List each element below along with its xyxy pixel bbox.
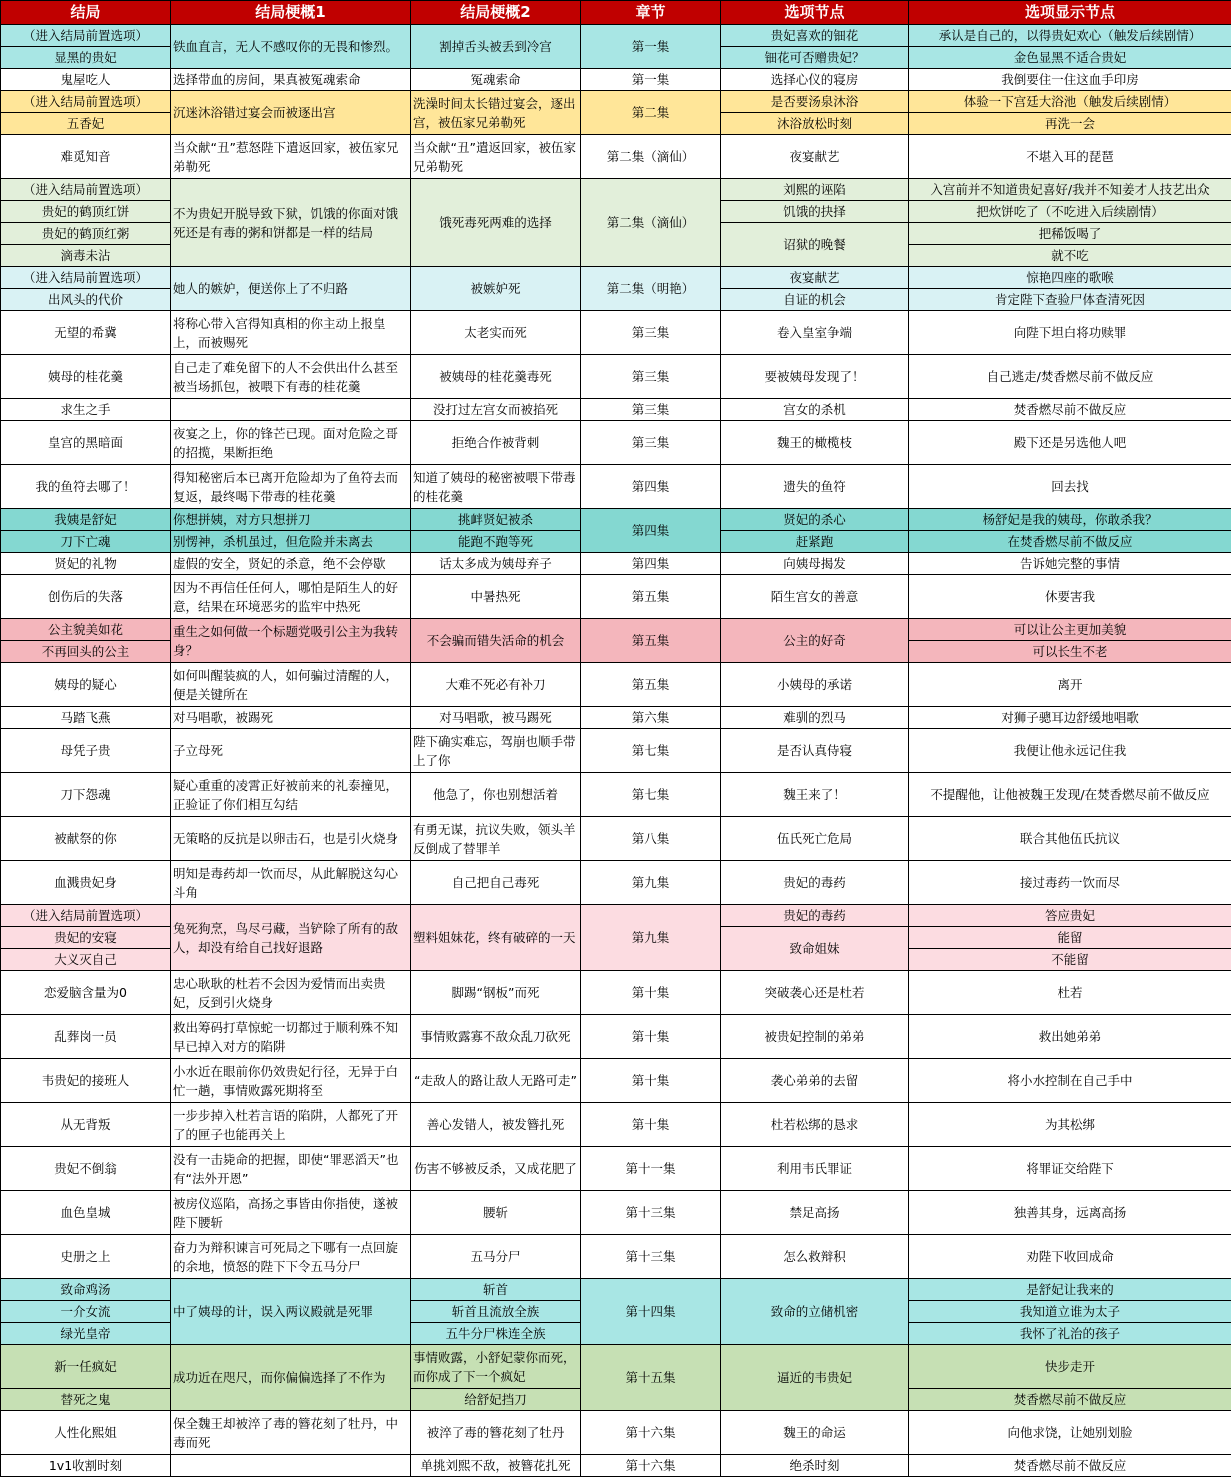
option-display-cell: 对狮子骢耳边舒缓地唱歌 xyxy=(909,707,1231,729)
ending-cell: 1v1收割时刻 xyxy=(1,1455,171,1477)
option-node-cell: 公主的好奇 xyxy=(721,619,909,663)
summary1-cell: 铁血直言，无人不感叹你的无畏和惨烈。 xyxy=(171,25,411,69)
option-display-cell: 快步走开 xyxy=(909,1345,1231,1389)
summary2-cell: 塑料姐妹花，终有破碎的一天 xyxy=(411,905,581,971)
ending-cell: （进入结局前置选项） xyxy=(1,179,171,201)
table-row xyxy=(1,1279,1231,1301)
ending-cell: 我姨是舒妃 xyxy=(1,509,171,531)
summary1-cell: 小水近在眼前你仍效贵妃行径，无异于白忙一趟，事情败露死期将至 xyxy=(171,1059,411,1103)
ending-cell: 史册之上 xyxy=(1,1235,171,1279)
ending-cell: 恋爱脑含量为0 xyxy=(1,971,171,1015)
option-node-cell: 禁足高扬 xyxy=(721,1191,909,1235)
option-node-cell: 怎么救辩积 xyxy=(721,1235,909,1279)
summary1-cell: 成功近在咫尺，而你偏偏选择了不作为 xyxy=(171,1345,411,1411)
summary2-cell: 知道了姨母的秘密被喂下带毒的桂花羹 xyxy=(411,465,581,509)
summary2-cell: 被姨母的桂花羹毒死 xyxy=(411,355,581,399)
option-node-cell: 贵妃的毒药 xyxy=(721,905,909,927)
table-row xyxy=(1,465,1231,509)
summary2-cell: 陛下确实难忘，驾崩也顺手带上了你 xyxy=(411,729,581,773)
ending-cell: （进入结局前置选项） xyxy=(1,267,171,289)
option-node-cell: 贵妃喜欢的钿花 xyxy=(721,25,909,47)
option-node-cell: 被贵妃控制的弟弟 xyxy=(721,1015,909,1059)
option-display-cell: 杨舒妃是我的姨母，你敢杀我？ xyxy=(909,509,1231,531)
summary1-cell: 疑心重重的凌霄正好被前来的礼泰撞见，正验证了你们相互勾结 xyxy=(171,773,411,817)
chapter-cell: 第五集 xyxy=(581,575,721,619)
ending-cell: 求生之手 xyxy=(1,399,171,421)
table-row xyxy=(1,553,1231,575)
summary1-cell: 无策略的反抗是以卵击石，也是引火烧身 xyxy=(171,817,411,861)
summary2-cell: 他急了，你也别想活着 xyxy=(411,773,581,817)
summary1-cell: 兔死狗烹，鸟尽弓藏，当铲除了所有的敌人，却没有给自己找好退路 xyxy=(171,905,411,971)
table-row xyxy=(1,773,1231,817)
chapter-cell: 第十集 xyxy=(581,1059,721,1103)
option-display-cell: 肯定陛下查验尸体查清死因 xyxy=(909,289,1231,311)
chapter-cell: 第十五集 xyxy=(581,1345,721,1411)
summary1-cell: 明知是毒药却一饮而尽，从此解脱这勾心斗角 xyxy=(171,861,411,905)
summary2-cell: 有勇无谋，抗议失败，领头羊反倒成了替罪羊 xyxy=(411,817,581,861)
table-row xyxy=(1,905,1231,927)
option-display-cell: 我便让他永远记住我 xyxy=(909,729,1231,773)
ending-cell: 鬼屋吃人 xyxy=(1,69,171,91)
table-row xyxy=(1,399,1231,421)
ending-cell: 滴毒未沾 xyxy=(1,245,171,267)
option-node-cell: 刘熙的诬陷 xyxy=(721,179,909,201)
option-display-cell: 不能留 xyxy=(909,949,1231,971)
chapter-cell: 第十四集 xyxy=(581,1279,721,1345)
summary2-cell: 斩首且流放全族 xyxy=(411,1301,581,1323)
ending-cell: （进入结局前置选项） xyxy=(1,91,171,113)
option-node-cell: 钿花可否赠贵妃？ xyxy=(721,47,909,69)
summary2-cell: 太老实而死 xyxy=(411,311,581,355)
chapter-cell: 第二集（明艳） xyxy=(581,267,721,311)
option-display-cell: 可以长生不老 xyxy=(909,641,1231,663)
chapter-cell: 第十三集 xyxy=(581,1235,721,1279)
table-row xyxy=(1,135,1231,179)
option-display-cell: 告诉她完整的事情 xyxy=(909,553,1231,575)
chapter-cell: 第四集 xyxy=(581,553,721,575)
table-row xyxy=(1,1411,1231,1455)
option-node-cell: 难驯的烈马 xyxy=(721,707,909,729)
option-display-cell: 不提醒他，让他被魏王发现/在焚香燃尽前不做反应 xyxy=(909,773,1231,817)
option-display-cell: 我知道立谁为太子 xyxy=(909,1301,1231,1323)
option-display-cell: 把稀饭喝了 xyxy=(909,223,1231,245)
option-display-cell: 再洗一会 xyxy=(909,113,1231,135)
option-display-cell: 我怀了礼治的孩子 xyxy=(909,1323,1231,1345)
ending-cell: 难觅知音 xyxy=(1,135,171,179)
option-display-cell: 焚香燃尽前不做反应 xyxy=(909,1389,1231,1411)
summary1-cell: 不为贵妃开脱导致下狱，饥饿的你面对饿死还是有毒的粥和饼都是一样的结局 xyxy=(171,179,411,267)
summary2-cell: 被淬了毒的簪花刻了牡丹 xyxy=(411,1411,581,1455)
option-node-cell: 致命的立储机密 xyxy=(721,1279,909,1345)
summary1-cell: 中了姨母的计，误入两议殿就是死罪 xyxy=(171,1279,411,1345)
summary1-cell: 她人的嫉妒，便送你上了不归路 xyxy=(171,267,411,311)
option-node-cell: 袭心弟弟的去留 xyxy=(721,1059,909,1103)
option-node-cell: 突破袭心还是杜若 xyxy=(721,971,909,1015)
option-display-cell: 向他求饶，让她别划脸 xyxy=(909,1411,1231,1455)
ending-cell: 贤妃的礼物 xyxy=(1,553,171,575)
option-display-cell: 入宫前并不知道贵妃喜好/我并不知姜才人技艺出众 xyxy=(909,179,1231,201)
summary1-cell: 救出筹码打草惊蛇一切都过于顺利殊不知早已掉入对方的陷阱 xyxy=(171,1015,411,1059)
option-node-cell: 绝杀时刻 xyxy=(721,1455,909,1477)
table-row xyxy=(1,619,1231,641)
ending-cell: 贵妃的安寝 xyxy=(1,927,171,949)
option-display-cell: 接过毒药一饮而尽 xyxy=(909,861,1231,905)
option-display-cell: 承认是自己的，以得贵妃欢心（触发后续剧情） xyxy=(909,25,1231,47)
ending-cell: 人性化熙姐 xyxy=(1,1411,171,1455)
table-row xyxy=(1,355,1231,399)
summary1-cell: 自己走了难免留下的人不会供出什么甚至被当场抓包，被喂下有毒的桂花羹 xyxy=(171,355,411,399)
table-row xyxy=(1,1235,1231,1279)
chapter-cell: 第九集 xyxy=(581,905,721,971)
table-row xyxy=(1,1191,1231,1235)
option-display-cell: 将小水控制在自己手中 xyxy=(909,1059,1231,1103)
option-node-cell: 陌生宫女的善意 xyxy=(721,575,909,619)
option-display-cell: 劝陛下收回成命 xyxy=(909,1235,1231,1279)
summary2-cell: 给舒妃挡刀 xyxy=(411,1389,581,1411)
summary2-cell: 当众献“丑”遣返回家，被伍家兄弟勒死 xyxy=(411,135,581,179)
option-node-cell: 利用韦氏罪证 xyxy=(721,1147,909,1191)
summary2-cell: 事情败露，小舒妃蒙你而死，而你成了下一个疯妃 xyxy=(411,1345,581,1389)
summary2-cell: 五牛分尸株连全族 xyxy=(411,1323,581,1345)
summary2-cell: 斩首 xyxy=(411,1279,581,1301)
option-display-cell: 惊艳四座的歌喉 xyxy=(909,267,1231,289)
ending-cell: （进入结局前置选项） xyxy=(1,905,171,927)
ending-cell: （进入结局前置选项） xyxy=(1,25,171,47)
summary1-cell: 将称心带入宫得知真相的你主动上报皇上，而被赐死 xyxy=(171,311,411,355)
table-row xyxy=(1,91,1231,113)
option-display-cell: 为其松绑 xyxy=(909,1103,1231,1147)
option-display-cell: 能留 xyxy=(909,927,1231,949)
ending-cell: 无望的希冀 xyxy=(1,311,171,355)
option-display-cell: 焚香燃尽前不做反应 xyxy=(909,1455,1231,1477)
summary1-cell: 虚假的安全，贤妃的杀意，绝不会停歇 xyxy=(171,553,411,575)
option-display-cell: 不堪入耳的琵琶 xyxy=(909,135,1231,179)
chapter-cell: 第六集 xyxy=(581,707,721,729)
option-display-cell: 焚香燃尽前不做反应 xyxy=(909,399,1231,421)
summary1-cell: 因为不再信任任何人，哪怕是陌生人的好意，结果在环境恶劣的监牢中热死 xyxy=(171,575,411,619)
summary1-cell: 子立母死 xyxy=(171,729,411,773)
header-summary-1: 结局梗概1 xyxy=(171,1,411,25)
ending-cell: 出风头的代价 xyxy=(1,289,171,311)
table-row xyxy=(1,311,1231,355)
ending-cell: 创伤后的失落 xyxy=(1,575,171,619)
ending-cell: 被献祭的你 xyxy=(1,817,171,861)
ending-cell: 血色皇城 xyxy=(1,1191,171,1235)
option-node-cell: 小姨母的承诺 xyxy=(721,663,909,707)
option-display-cell: 把炊饼吃了（不吃进入后续剧情） xyxy=(909,201,1231,223)
table-row xyxy=(1,663,1231,707)
chapter-cell: 第二集（滴仙） xyxy=(581,135,721,179)
table-row xyxy=(1,1147,1231,1191)
option-display-cell: 休要害我 xyxy=(909,575,1231,619)
table-row xyxy=(1,817,1231,861)
chapter-cell: 第二集 xyxy=(581,91,721,135)
summary2-cell: 对马唱歌，被马踢死 xyxy=(411,707,581,729)
summary2-cell: 冤魂索命 xyxy=(411,69,581,91)
option-node-cell: 自证的机会 xyxy=(721,289,909,311)
summary2-cell: 五马分尸 xyxy=(411,1235,581,1279)
ending-cell: 刀下亡魂 xyxy=(1,531,171,553)
option-display-cell: 我倒要住一住这血手印房 xyxy=(909,69,1231,91)
option-display-cell: 体验一下宫廷大浴池（触发后续剧情） xyxy=(909,91,1231,113)
summary1-cell: 忠心耿耿的杜若不会因为爱情而出卖贵妃，反到引火烧身 xyxy=(171,971,411,1015)
summary2-cell: “走敌人的路让敌人无路可走” xyxy=(411,1059,581,1103)
option-display-cell: 杜若 xyxy=(909,971,1231,1015)
header-row xyxy=(1,1,1231,25)
ending-cell: 一介女流 xyxy=(1,1301,171,1323)
ending-cell: 我的鱼符去哪了！ xyxy=(1,465,171,509)
summary1-cell: 夜宴之上，你的锋芒已现。面对危险之哥的招揽，果断拒绝 xyxy=(171,421,411,465)
option-node-cell: 宫女的杀机 xyxy=(721,399,909,421)
option-display-cell: 就不吃 xyxy=(909,245,1231,267)
chapter-cell: 第三集 xyxy=(581,355,721,399)
summary2-cell: 中暑热死 xyxy=(411,575,581,619)
ending-cell: 贵妃不倒翁 xyxy=(1,1147,171,1191)
option-node-cell: 逼近的韦贵妃 xyxy=(721,1345,909,1411)
option-display-cell: 联合其他伍氏抗议 xyxy=(909,817,1231,861)
option-node-cell: 沐浴放松时刻 xyxy=(721,113,909,135)
chapter-cell: 第一集 xyxy=(581,69,721,91)
ending-cell: 替死之鬼 xyxy=(1,1389,171,1411)
summary1-cell: 保全魏王却被淬了毒的簪花刻了牡丹，中毒而死 xyxy=(171,1411,411,1455)
chapter-cell: 第十集 xyxy=(581,1103,721,1147)
table-row xyxy=(1,1345,1231,1389)
option-node-cell: 卷入皇室争端 xyxy=(721,311,909,355)
option-display-cell: 独善其身，远离高扬 xyxy=(909,1191,1231,1235)
summary2-cell: 不会骗而错失活命的机会 xyxy=(411,619,581,663)
table-row xyxy=(1,729,1231,773)
option-node-cell: 饥饿的抉择 xyxy=(721,201,909,223)
summary1-cell: 重生之如何做一个标题党吸引公主为我转身？ xyxy=(171,619,411,663)
summary2-cell: 能跑不跑等死 xyxy=(411,531,581,553)
table-row xyxy=(1,509,1231,531)
ending-cell: 大义灭自己 xyxy=(1,949,171,971)
chapter-cell: 第四集 xyxy=(581,465,721,509)
ending-cell: 绿光皇帝 xyxy=(1,1323,171,1345)
header-ending: 结局 xyxy=(1,1,171,25)
option-node-cell: 夜宴献艺 xyxy=(721,267,909,289)
summary1-cell: 沉迷沐浴错过宴会而被逐出宫 xyxy=(171,91,411,135)
ending-cell: 皇宫的黑暗面 xyxy=(1,421,171,465)
table-row xyxy=(1,707,1231,729)
summary2-cell: 没打过左宫女而被掐死 xyxy=(411,399,581,421)
table-row xyxy=(1,1103,1231,1147)
summary2-cell: 洗澡时间太长错过宴会，逐出宫，被伍家兄弟勒死 xyxy=(411,91,581,135)
table-row xyxy=(1,1455,1231,1477)
table-row xyxy=(1,267,1231,289)
option-node-cell: 遗失的鱼符 xyxy=(721,465,909,509)
summary1-cell: 被房仪巡陷，高扬之事皆由你指使，遂被陛下腰斩 xyxy=(171,1191,411,1235)
summary1-cell: 没有一击毙命的把握，即使“罪恶滔天”也有“法外开恩” xyxy=(171,1147,411,1191)
chapter-cell: 第七集 xyxy=(581,729,721,773)
summary2-cell: 饿死毒死两难的选择 xyxy=(411,179,581,267)
chapter-cell: 第三集 xyxy=(581,421,721,465)
ending-cell: 乱葬岗一员 xyxy=(1,1015,171,1059)
chapter-cell: 第十集 xyxy=(581,971,721,1015)
summary2-cell: 拒绝合作被背刺 xyxy=(411,421,581,465)
ending-cell: 显黑的贵妃 xyxy=(1,47,171,69)
option-display-cell: 自己逃走/焚香燃尽前不做反应 xyxy=(909,355,1231,399)
summary2-cell: 事情败露寡不敌众乱刀砍死 xyxy=(411,1015,581,1059)
summary1-cell: 你想拼姨，对方只想拼刀 xyxy=(171,509,411,531)
chapter-cell: 第一集 xyxy=(581,25,721,69)
summary2-cell: 自己把自己毒死 xyxy=(411,861,581,905)
chapter-cell: 第十六集 xyxy=(581,1411,721,1455)
chapter-cell: 第四集 xyxy=(581,509,721,553)
summary1-cell: 当众献“丑”惹怒陛下遣返回家，被伍家兄弟勒死 xyxy=(171,135,411,179)
summary1-cell: 奋力为辩积谏言可死局之下哪有一点回旋的余地，愤怒的陛下下令五马分尸 xyxy=(171,1235,411,1279)
option-node-cell: 致命姐妹 xyxy=(721,927,909,971)
chapter-cell: 第五集 xyxy=(581,663,721,707)
option-node-cell: 向姨母揭发 xyxy=(721,553,909,575)
option-node-cell: 是否认真侍寝 xyxy=(721,729,909,773)
table-row xyxy=(1,421,1231,465)
table-row xyxy=(1,861,1231,905)
ending-cell: 从无背叛 xyxy=(1,1103,171,1147)
table-row xyxy=(1,69,1231,91)
option-node-cell: 魏王的命运 xyxy=(721,1411,909,1455)
option-node-cell: 伍氏死亡危局 xyxy=(721,817,909,861)
summary2-cell: 伤害不够被反杀，又成花肥了 xyxy=(411,1147,581,1191)
option-node-cell: 赶紧跑 xyxy=(721,531,909,553)
chapter-cell: 第十集 xyxy=(581,1015,721,1059)
ending-cell: 韦贵妃的接班人 xyxy=(1,1059,171,1103)
table-row xyxy=(1,25,1231,47)
table-row xyxy=(1,575,1231,619)
chapter-cell: 第五集 xyxy=(581,619,721,663)
option-display-cell: 离开 xyxy=(909,663,1231,707)
option-display-cell: 是舒妃让我来的 xyxy=(909,1279,1231,1301)
summary2-cell: 被嫉妒死 xyxy=(411,267,581,311)
chapter-cell: 第十六集 xyxy=(581,1455,721,1477)
summary1-cell xyxy=(171,1455,411,1477)
table-row xyxy=(1,971,1231,1015)
chapter-cell: 第三集 xyxy=(581,311,721,355)
summary2-cell: 脚踢“钢板”而死 xyxy=(411,971,581,1015)
summary2-cell: 单挑刘熙不敌，被簪花扎死 xyxy=(411,1455,581,1477)
option-node-cell: 诏狱的晚餐 xyxy=(721,223,909,267)
table-row xyxy=(1,1015,1231,1059)
chapter-cell: 第九集 xyxy=(581,861,721,905)
option-node-cell: 魏王来了！ xyxy=(721,773,909,817)
option-node-cell: 杜若松绑的恳求 xyxy=(721,1103,909,1147)
summary2-cell: 大难不死必有补刀 xyxy=(411,663,581,707)
ending-cell: 血溅贵妃身 xyxy=(1,861,171,905)
option-display-cell: 在焚香燃尽前不做反应 xyxy=(909,531,1231,553)
summary2-cell: 割掉舌头被丢到冷宫 xyxy=(411,25,581,69)
option-node-cell: 夜宴献艺 xyxy=(721,135,909,179)
summary1-cell: 如何叫醒装疯的人，如何骗过清醒的人，便是关键所在 xyxy=(171,663,411,707)
ending-cell: 公主貌美如花 xyxy=(1,619,171,641)
chapter-cell: 第八集 xyxy=(581,817,721,861)
option-node-cell: 选择心仪的寝房 xyxy=(721,69,909,91)
ending-cell: 母凭子贵 xyxy=(1,729,171,773)
option-display-cell: 金色显黑不适合贵妃 xyxy=(909,47,1231,69)
summary1-cell xyxy=(171,399,411,421)
ending-cell: 贵妃的鹤顶红饼 xyxy=(1,201,171,223)
header-summary-2: 结局梗概2 xyxy=(411,1,581,25)
ending-cell: 不再回头的公主 xyxy=(1,641,171,663)
ending-cell: 马踏飞燕 xyxy=(1,707,171,729)
summary2-cell: 话太多成为姨母弃子 xyxy=(411,553,581,575)
summary2-cell: 挑衅贤妃被杀 xyxy=(411,509,581,531)
option-display-cell: 救出她弟弟 xyxy=(909,1015,1231,1059)
table-row xyxy=(1,1059,1231,1103)
option-display-cell: 向陛下坦白将功赎罪 xyxy=(909,311,1231,355)
summary1-cell: 对马唱歌，被踢死 xyxy=(171,707,411,729)
chapter-cell: 第十三集 xyxy=(581,1191,721,1235)
ending-cell: 贵妃的鹤顶红粥 xyxy=(1,223,171,245)
header-option-node: 选项节点 xyxy=(721,1,909,25)
ending-cell: 五香妃 xyxy=(1,113,171,135)
option-display-cell: 可以让公主更加美貌 xyxy=(909,619,1231,641)
option-display-cell: 殿下还是另选他人吧 xyxy=(909,421,1231,465)
option-node-cell: 贤妃的杀心 xyxy=(721,509,909,531)
chapter-cell: 第三集 xyxy=(581,399,721,421)
option-node-cell: 魏王的橄榄枝 xyxy=(721,421,909,465)
chapter-cell: 第二集（滴仙） xyxy=(581,179,721,267)
ending-cell: 致命鸡汤 xyxy=(1,1279,171,1301)
summary2-cell: 善心发错人，被发簪扎死 xyxy=(411,1103,581,1147)
option-display-cell: 将罪证交给陛下 xyxy=(909,1147,1231,1191)
table-row xyxy=(1,179,1231,201)
option-node-cell: 是否要汤泉沐浴 xyxy=(721,91,909,113)
chapter-cell: 第七集 xyxy=(581,773,721,817)
chapter-cell: 第十一集 xyxy=(581,1147,721,1191)
ending-cell: 新一任疯妃 xyxy=(1,1345,171,1389)
summary1-cell: 一步步掉入杜若言语的陷阱，人都死了开了的匣子也能再关上 xyxy=(171,1103,411,1147)
option-node-cell: 贵妃的毒药 xyxy=(721,861,909,905)
summary1-cell: 别愣神，杀机虽过，但危险并未离去 xyxy=(171,531,411,553)
summary1-cell: 得知秘密后本已离开危险却为了鱼符去而复返，最终喝下带毒的桂花羹 xyxy=(171,465,411,509)
header-chapter: 章节 xyxy=(581,1,721,25)
option-display-cell: 答应贵妃 xyxy=(909,905,1231,927)
ending-cell: 姨母的疑心 xyxy=(1,663,171,707)
summary2-cell: 腰斩 xyxy=(411,1191,581,1235)
option-display-cell: 回去找 xyxy=(909,465,1231,509)
header-option-display: 选项显示节点 xyxy=(909,1,1231,25)
summary1-cell: 选择带血的房间，果真被冤魂索命 xyxy=(171,69,411,91)
ending-cell: 姨母的桂花羹 xyxy=(1,355,171,399)
ending-cell: 刀下怨魂 xyxy=(1,773,171,817)
option-node-cell: 要被姨母发现了！ xyxy=(721,355,909,399)
